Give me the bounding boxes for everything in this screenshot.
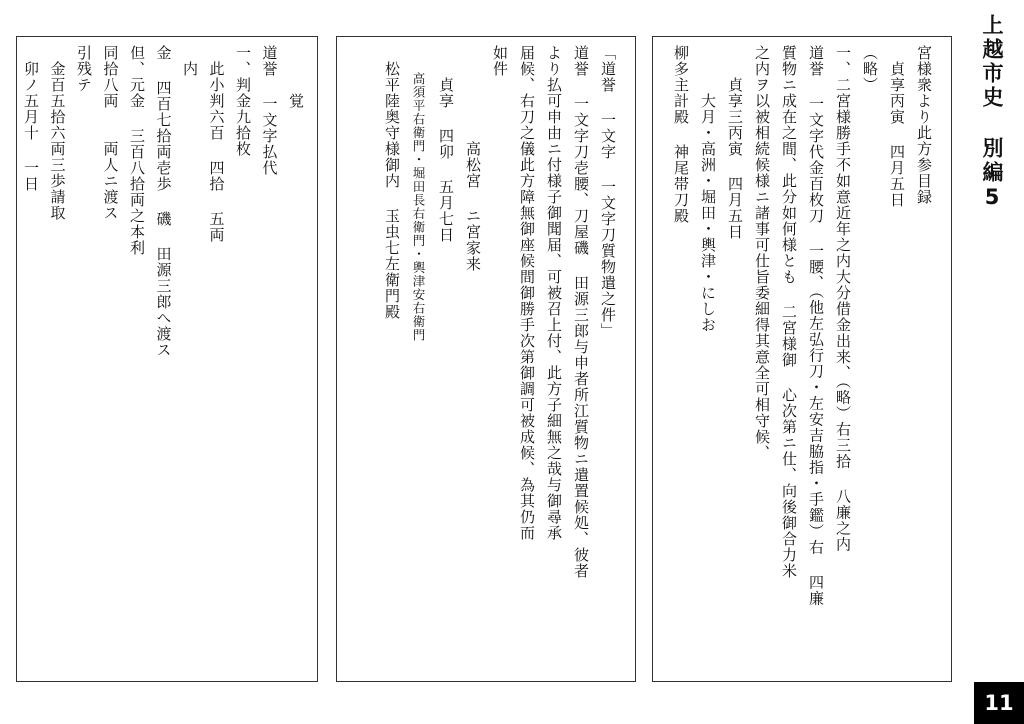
document-line: 卯ノ五月十 一日 — [22, 45, 40, 192]
document-line: 之内ヲ以被相続候様ニ諸事可仕旨委細得其意全可相守候、 — [753, 45, 771, 461]
document-line: 此小判六百 四拾 五両 — [207, 45, 226, 243]
document-line: 松平陸奥守様御内 玉虫七左衛門殿 — [383, 45, 401, 320]
document-line: 但、元金 三百八拾両之本利 — [128, 45, 146, 256]
document-line: 引残テ — [75, 45, 93, 93]
document-line: 「道誉 一文字 一文字刀質物遣之件」 — [599, 45, 617, 339]
document-box-3 — [16, 36, 318, 682]
document-line: 貞享三丙寅 四月五日 — [726, 45, 744, 240]
document-line: （略） — [861, 45, 879, 93]
page-number: 11 — [974, 682, 1024, 724]
document-line: 高須平右衛門・堀田長右衛門・輿津安右衛門 — [411, 45, 426, 342]
document-line: 道誉 一文字刀壱腰、刀屋磯 田源三郎与申者所江質物ニ遣置候処、彼者 — [572, 45, 590, 579]
document-line: 柳多主計殿 神尾帯刀殿 — [672, 45, 690, 224]
document-line: 一、判金九拾枚 — [234, 45, 252, 157]
document-line: より払可申由ニ付様子御聞届、可被召上付、此方子細無之哉与御尋承 — [545, 45, 563, 541]
document-line: 内 — [181, 45, 199, 77]
document-line: 金 四百七拾両壱歩 磯 田源三郎へ渡ス — [154, 45, 173, 358]
document-line: 如件 — [491, 45, 509, 77]
document-box-2 — [336, 36, 636, 682]
document-line: 道誉 一文字代金百枚刀 一腰、（他左弘行刀・左安吉脇指・手鑑）右 四廉 — [807, 45, 825, 607]
document-line: 高松宮 ニ宮家来 — [464, 45, 482, 272]
document-box-1 — [652, 36, 952, 682]
series-title: 上越市史 別編5 — [980, 14, 1004, 212]
document-line: 同拾八両 両人ニ渡ス — [101, 45, 120, 221]
document-line: 覚 — [287, 45, 305, 109]
document-line: 道誉 一文字払代 — [260, 45, 279, 176]
document-line: 一、二宮様勝手不如意近年之内大分借金出来、（略）右三拾 八廉之内 — [834, 45, 852, 553]
document-line: 貞享丙寅 四月五日 — [888, 45, 906, 208]
document-line: 届候、右刀之儀此方障無御座候間御勝手次第御調可被成候、為其仍而 — [518, 45, 536, 541]
document-line: 大月・高洲・堀田・輿津・にしお — [699, 45, 717, 333]
document-line: 宮様衆より此方参目録 — [915, 45, 933, 205]
document-line: 貞享 四卯 五月七日 — [437, 45, 455, 243]
document-line: 金百五拾六両三歩請取 — [48, 45, 67, 221]
document-line: 質物ニ成在之間、此分如何様とも 二宮様御 心次第ニ仕、向後御合力米 — [780, 45, 798, 579]
